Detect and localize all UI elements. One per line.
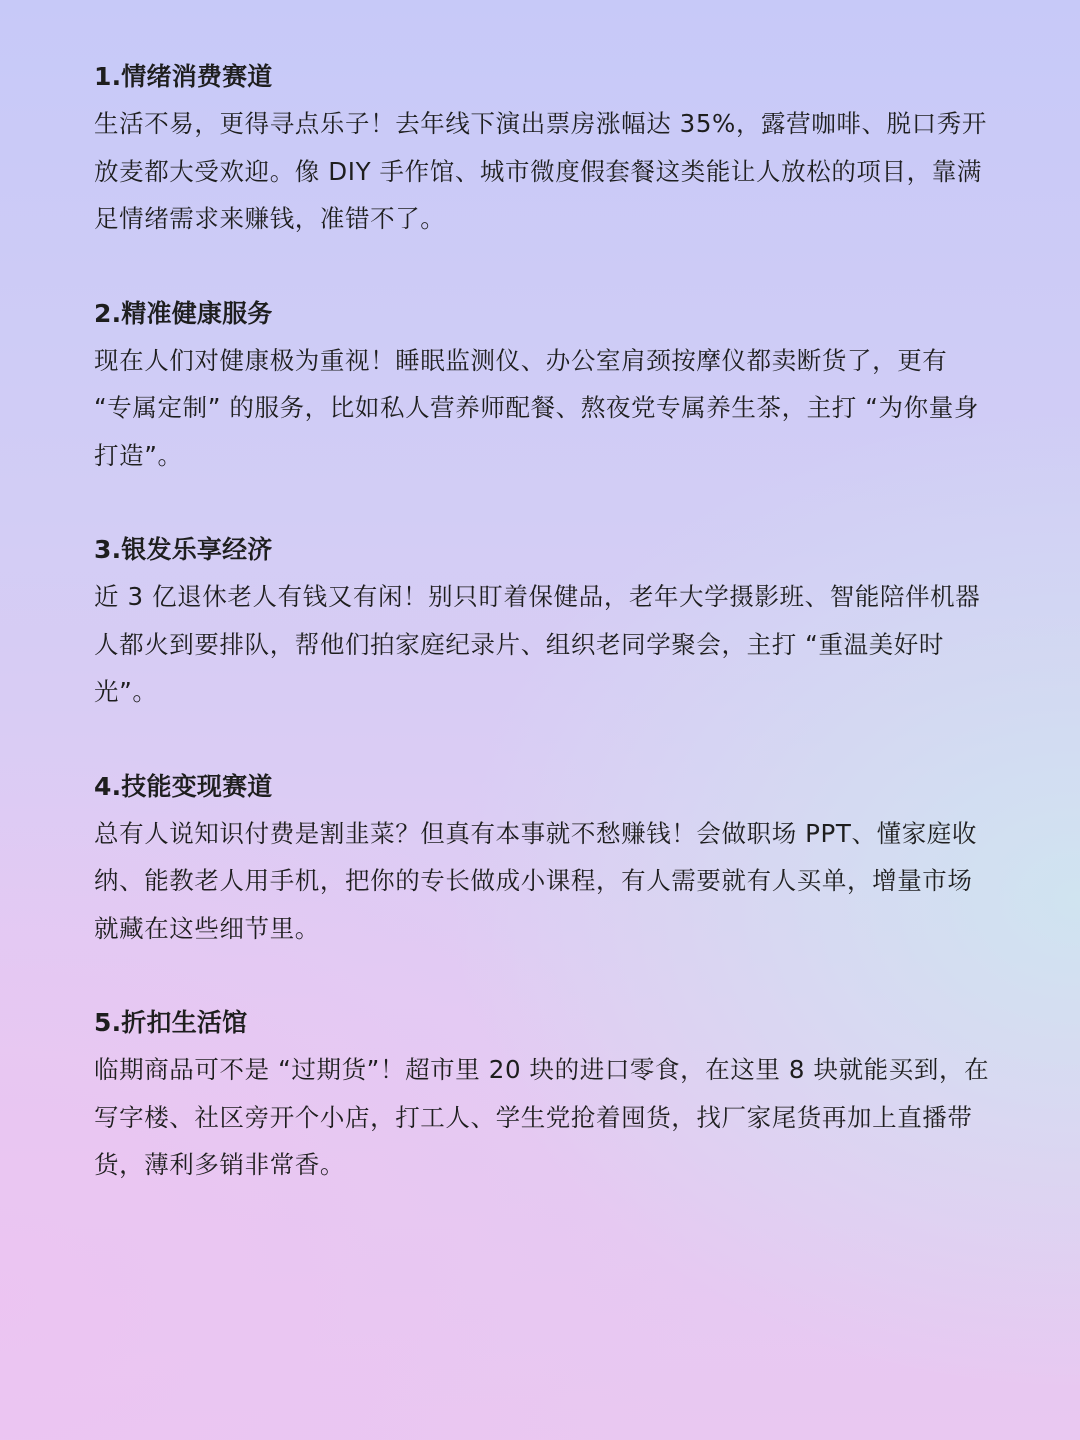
section-title: 5.折扣生活馆 [94,1008,248,1037]
section-body: 生活不易，更得寻点乐子！去年线下演出票房涨幅达 35%，露营咖啡、脱口秀开放麦都大受欢迎。像 DIY 手作馆、城市微度假套餐这类能让人放松的项目，靠满足情绪需求来赚钱，准错不了。 [94,109,987,233]
section-body: 近 3 亿退休老人有钱又有闲！别只盯着保健品，老年大学摄影班、智能陪伴机器人都火到要排队，帮他们拍家庭纪录片、组织老同学聚会，主打 “重温美好时光”。 [94,582,981,706]
section-1 [94,54,994,243]
section-5 [94,1000,994,1189]
section-2 [94,291,994,480]
section-title: 2.精准健康服务 [94,298,273,328]
section-body: 总有人说知识付费是割韭菜？但真有本事就不愁赚钱！会做职场 PPT、懂家庭收纳、能教老人用手机，把你的专长做成小课程，有人需要就有人买单，增量市场就藏在这些细节里。 [94,818,977,943]
section-title: 3.银发乐享经济 [94,535,273,564]
section-body: 临期商品可不是 “过期货”！超市里 20 块的进口零食，在这里 8 块就能买到，在写字楼、社区旁开个小店，打工人、学生党抢着囤货，找厂家尾货再加上直播带货，薄利多销非常香。 [94,1055,990,1179]
section-3 [94,527,994,716]
section-title: 4.技能变现赛道 [94,771,273,801]
section-4 [94,764,994,953]
article [94,54,994,1237]
section-body: 现在人们对健康极为重视！睡眠监测仪、办公室肩颈按摩仪都卖断货了，更有 “专属定制” 的服务，比如私人营养师配餐、熬夜党专属养生茶，主打 “为你量身打造”。 [94,345,979,470]
section-title: 1.情绪消费赛道 [94,62,273,91]
